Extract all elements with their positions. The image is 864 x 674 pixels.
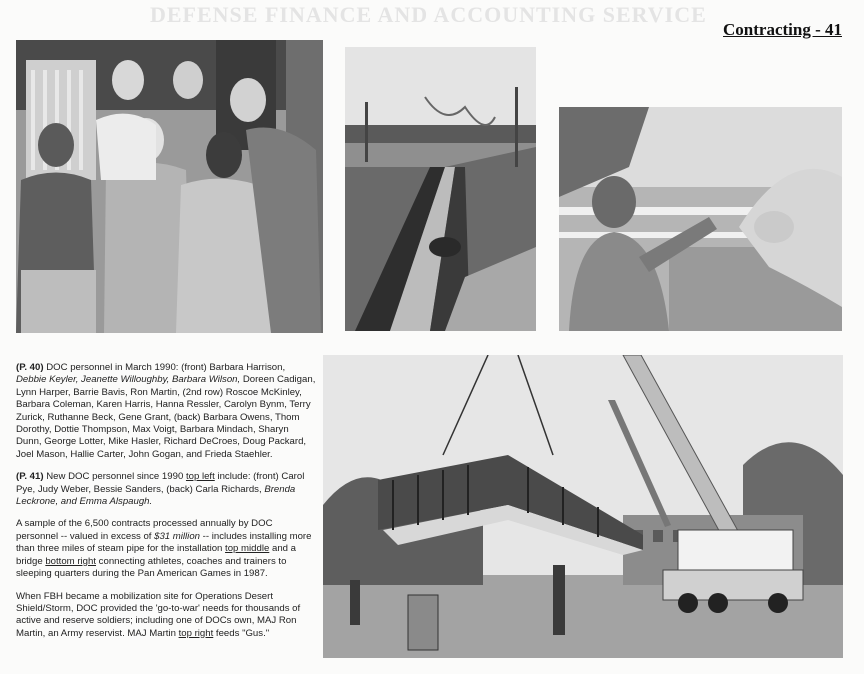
camel-feeding-photo (559, 107, 842, 331)
caption-p40-italic-names: Debbie Keyler, Jeanette Willoughby, Barbara Wilson, (16, 374, 241, 386)
caption-p41 (16, 471, 316, 508)
caption-contracts-text-b: -- includes installing more than three miles of steam pipe for the installation (16, 530, 312, 555)
steam-pipe-photo (345, 47, 536, 331)
caption-ref-bottom-right: bottom right (45, 555, 97, 567)
caption-contracts-text-d: connecting athletes, coaches and trainers to sleeping quarters during the Pan American Games in 1987. (16, 555, 287, 580)
caption-contracts-text-c: and a bridge (16, 543, 296, 567)
caption-ref-top-middle: top middle (225, 543, 270, 555)
ghost-page-title: DEFENSE FINANCE AND ACCOUNTING SERVICE (150, 2, 707, 27)
caption-p40-label: (P. 40) (16, 362, 44, 373)
caption-p41-text-a: New DOC personnel since 1990 (43, 471, 186, 483)
caption-p40-text-b: Doreen Cadigan, Lynn Harper, Barrie Bavis, Ron Martin, (2nd row) Roscoe McKinley, Barbara Coleman, Karen Harris, Hanna Ressler, Carolyn Bynm, Terry Zurick, Ruthanne Beck, Gene Grant, (back) Barbara Owens, Thom Dorothy, Dottie Thompson, Max Voigt, Barbara Mindach, Sharyn Dunn, George Lotter, Mike Hasler, Richard DeCroes, Doug Packard, Joel Mason, Hallie Carter, John Gogan, and Frieda Staehler. (16, 374, 316, 460)
caption-contracts (16, 518, 316, 580)
caption-p41-ref-top-left: top left (185, 471, 215, 483)
caption-p40 (16, 362, 316, 461)
caption-desert-text-b: feeds "Gus." (213, 627, 270, 639)
caption-desert-storm (16, 591, 316, 641)
caption-contracts-text-a: A sample of the 6,500 contracts processed annually by DOC personnel -- valued in excess of (16, 518, 273, 542)
group-photo (16, 40, 323, 333)
caption-ref-top-right: top right (178, 627, 214, 639)
caption-p41-text-b: include: (front) Carol Pye, Judy Weber, Bessie Sanders, (back) Carla Richards, (16, 471, 305, 495)
caption-contracts-amount: $31 million (154, 530, 200, 542)
bridge-crane-photo (323, 355, 843, 658)
caption-p41-label: (P. 41) (16, 471, 44, 483)
caption-p41-italic-names: Brenda Leckrone, and Emma Alspaugh. (16, 483, 296, 508)
caption-p40-text-a: DOC personnel in March 1990: (front) Barbara Harrison, (43, 362, 286, 373)
caption-desert-text-a: When FBH became a mobilization site for Operations Desert Shield/Storm, DOC provided the 'go-to-war' needs for thousands of active and reserve soldiers; including one of DOCs own, MAJ Ron Martin, an Army reservist. MAJ Martin (16, 590, 301, 639)
caption-column (16, 362, 316, 650)
page-label: Contracting - 41 (723, 20, 842, 39)
